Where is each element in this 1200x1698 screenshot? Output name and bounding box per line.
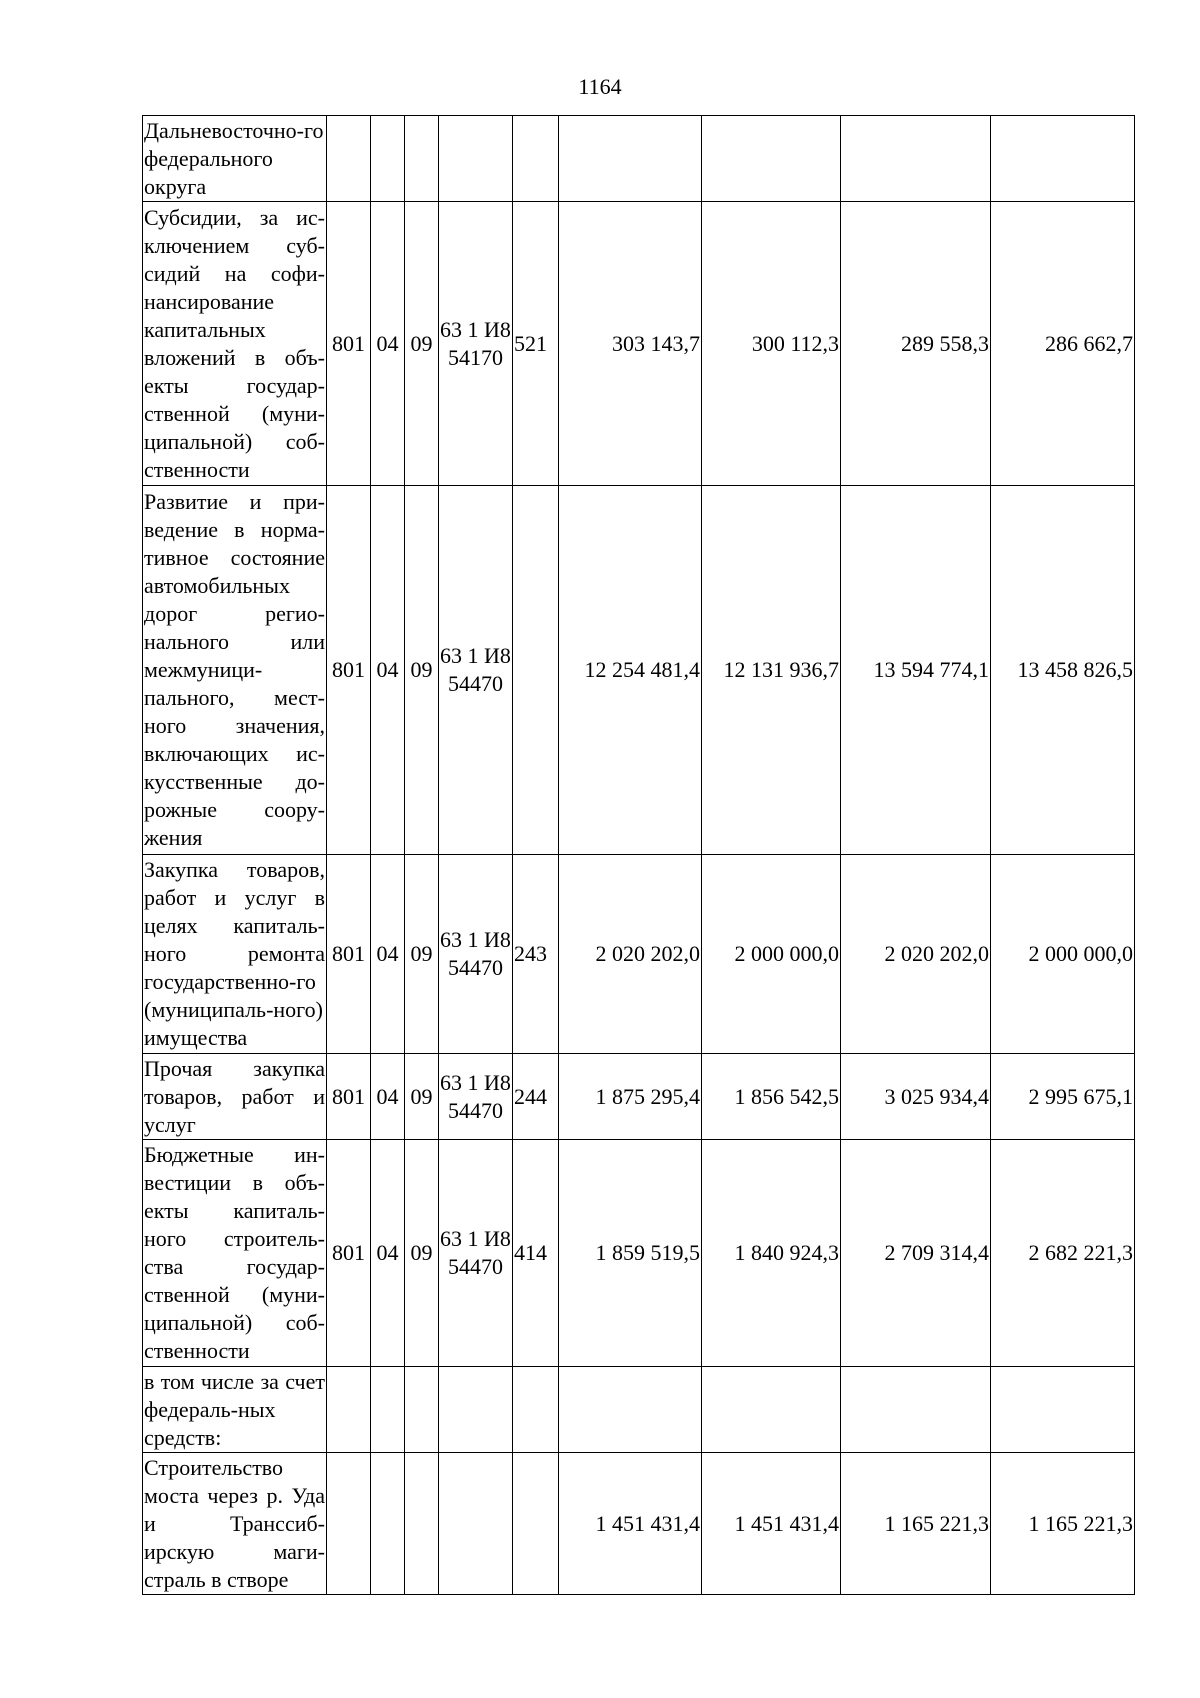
amount-1: 1 875 295,4: [559, 1054, 702, 1140]
amount-3: 289 558,3: [841, 202, 991, 486]
amount-1: 303 143,7: [559, 202, 702, 486]
subsection-code: [405, 116, 439, 202]
expense-type-code: [513, 1453, 559, 1595]
grbs-code: [327, 1367, 371, 1453]
subsection-code: 09: [405, 855, 439, 1054]
amount-3: 2 020 202,0: [841, 855, 991, 1054]
expense-type-code: 521: [513, 202, 559, 486]
page-number: 1164: [578, 74, 622, 99]
section-code: [371, 1453, 405, 1595]
section-code: 04: [371, 1054, 405, 1140]
expense-type-code: 243: [513, 855, 559, 1054]
amount-4: 2 682 221,3: [991, 1140, 1135, 1367]
grbs-code: [327, 116, 371, 202]
amount-3: 1 165 221,3: [841, 1453, 991, 1595]
amount-2: 1 840 924,3: [702, 1140, 841, 1367]
target-item-code: 63 1 И8 54470: [439, 1140, 513, 1367]
section-code: 04: [371, 202, 405, 486]
subsection-code: 09: [405, 202, 439, 486]
amount-3: 13 594 774,1: [841, 486, 991, 855]
target-item-code: 63 1 И8 54470: [439, 486, 513, 855]
grbs-code: 801: [327, 1140, 371, 1367]
amount-1: 12 254 481,4: [559, 486, 702, 855]
amount-2: [702, 1367, 841, 1453]
subsection-code: [405, 1367, 439, 1453]
row-description: Субсидии, за ис-ключением суб-сидий на софи-нансирование капитальных вложений в объ-екты государ-ственной (муни-ципальной) соб-ственности: [143, 202, 327, 486]
table-row: [143, 486, 1135, 855]
row-description: Закупка товаров, работ и услуг в целях капиталь-ного ремонта государственно-го (муниципаль-ного) имущества: [143, 855, 327, 1054]
table-row: [143, 1140, 1135, 1367]
amount-4: 2 995 675,1: [991, 1054, 1135, 1140]
amount-4: [991, 1367, 1135, 1453]
row-description: Прочая закупка товаров, работ и услуг: [143, 1054, 327, 1140]
amount-3: [841, 116, 991, 202]
table-row: [143, 1367, 1135, 1453]
row-description: в том числе за счет федераль-ных средств:: [143, 1367, 327, 1453]
grbs-code: [327, 1453, 371, 1595]
row-description: Дальневосточно-го федерального округа: [143, 116, 327, 202]
amount-1: 2 020 202,0: [559, 855, 702, 1054]
amount-2: 300 112,3: [702, 202, 841, 486]
grbs-code: 801: [327, 1054, 371, 1140]
amount-4: 286 662,7: [991, 202, 1135, 486]
amount-4: 13 458 826,5: [991, 486, 1135, 855]
target-item-code: [439, 1367, 513, 1453]
target-item-code: 63 1 И8 54470: [439, 855, 513, 1054]
expense-type-code: 414: [513, 1140, 559, 1367]
target-item-code: [439, 116, 513, 202]
amount-2: 2 000 000,0: [702, 855, 841, 1054]
subsection-code: [405, 1453, 439, 1595]
grbs-code: 801: [327, 486, 371, 855]
row-description: Строительство моста через р. Уда и Транссиб-ирскую маги-страль в створе: [143, 1453, 327, 1595]
section-code: [371, 116, 405, 202]
row-description: Бюджетные ин-вестиции в объ-екты капиталь-ного строитель-ства государ-ственной (муни-ципальной) соб-ственности: [143, 1140, 327, 1367]
section-code: 04: [371, 1140, 405, 1367]
amount-2: 1 451 431,4: [702, 1453, 841, 1595]
section-code: 04: [371, 855, 405, 1054]
amount-3: [841, 1367, 991, 1453]
table-row: [143, 855, 1135, 1054]
target-item-code: 63 1 И8 54470: [439, 1054, 513, 1140]
target-item-code: 63 1 И8 54170: [439, 202, 513, 486]
expense-type-code: 244: [513, 1054, 559, 1140]
amount-1: [559, 1367, 702, 1453]
amount-3: 2 709 314,4: [841, 1140, 991, 1367]
amount-3: 3 025 934,4: [841, 1054, 991, 1140]
subsection-code: 09: [405, 486, 439, 855]
subsection-code: 09: [405, 1140, 439, 1367]
section-code: 04: [371, 486, 405, 855]
amount-1: 1 451 431,4: [559, 1453, 702, 1595]
subsection-code: 09: [405, 1054, 439, 1140]
table-row: [143, 1453, 1135, 1595]
amount-2: 12 131 936,7: [702, 486, 841, 855]
amount-4: 1 165 221,3: [991, 1453, 1135, 1595]
expense-type-code: [513, 1367, 559, 1453]
budget-table: [142, 115, 1135, 1595]
target-item-code: [439, 1453, 513, 1595]
section-code: [371, 1367, 405, 1453]
table-row: [143, 1054, 1135, 1140]
amount-4: 2 000 000,0: [991, 855, 1135, 1054]
grbs-code: 801: [327, 855, 371, 1054]
row-description: Развитие и при-ведение в норма-тивное состояние автомобильных дорог регио-нального или межмуници-пального, мест-ного значения, включающих ис-кусственные до-рожные соору-жения: [143, 486, 327, 855]
expense-type-code: [513, 486, 559, 855]
amount-2: 1 856 542,5: [702, 1054, 841, 1140]
expense-type-code: [513, 116, 559, 202]
table-row: [143, 202, 1135, 486]
amount-1: 1 859 519,5: [559, 1140, 702, 1367]
table-row: [143, 116, 1135, 202]
grbs-code: 801: [327, 202, 371, 486]
amount-2: [702, 116, 841, 202]
amount-4: [991, 116, 1135, 202]
amount-1: [559, 116, 702, 202]
